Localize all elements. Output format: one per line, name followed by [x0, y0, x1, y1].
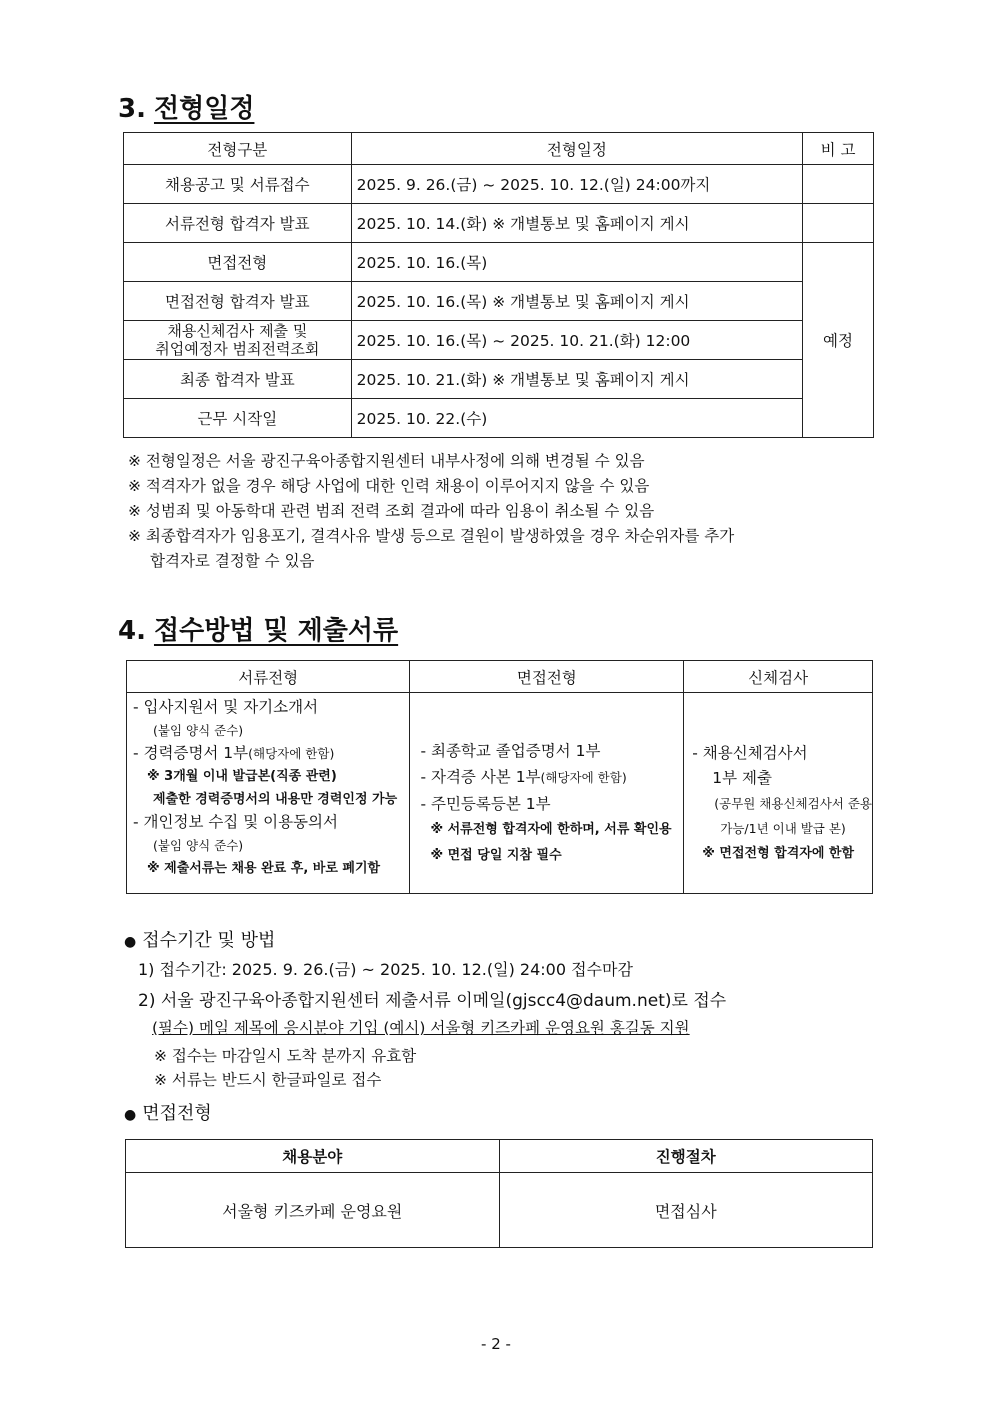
note-line: ※ 적격자가 없을 경우 해당 사업에 대한 인력 채용이 이루어지지 않을 수 있음	[128, 477, 650, 495]
note-line: ※ 최종합격자가 임용포기, 결격사유 발생 등으로 결원이 발생하였을 경우 차순위자를 추가	[128, 527, 735, 545]
doc-item-text: - 경력증명서 1부	[133, 744, 249, 762]
row-category: 근무 시작일	[124, 399, 352, 438]
interview-heading-text: 면접전형	[142, 1103, 212, 1124]
section-number: 3.	[118, 94, 146, 124]
table-header-row	[126, 1140, 873, 1173]
row-date: 2025. 9. 26.(금) ~ 2025. 10. 12.(일) 24:00까지	[351, 165, 802, 204]
row-remark-empty	[803, 204, 874, 243]
row-category: 서류전형 합격자 발표	[124, 204, 352, 243]
receipt-required-note: (필수) 메일 제목에 응시분야 기입 (예시) 서울형 키즈카페 운영요원 홍길동 지원	[152, 1019, 690, 1037]
table-row	[124, 360, 874, 399]
page-number: - 2 -	[481, 1335, 511, 1353]
doc-item: - 개인정보 수집 및 이용동의서	[133, 813, 338, 831]
health-check-cell	[684, 693, 873, 894]
field-cell: 서울형 키즈카페 운영요원	[126, 1173, 500, 1248]
section-number: 4.	[118, 616, 146, 646]
documents-table	[126, 660, 873, 894]
section-3-heading	[118, 88, 254, 125]
header-health-check: 신체검사	[684, 661, 873, 693]
table-row	[124, 321, 874, 360]
doc-item-note: (붙임 양식 준수)	[153, 838, 244, 853]
table-row	[127, 693, 873, 894]
row-date: 2025. 10. 16.(목) ※ 개별통보 및 홈페이지 게시	[351, 282, 802, 321]
doc-item-note: 가능/1년 이내 발급 본)	[720, 820, 846, 836]
doc-item-note: ※ 서류전형 합격자에 한하며, 서류 확인용	[430, 821, 672, 837]
doc-item-note: ※ 면접 당일 지참 필수	[430, 847, 562, 863]
table-row	[126, 1173, 873, 1248]
row-category: 면접전형 합격자 발표	[124, 282, 352, 321]
bullet-icon: ●	[124, 934, 137, 950]
row-date: 2025. 10. 22.(수)	[351, 399, 802, 438]
doc-item-note: ※ 3개월 이내 발급본(직종 관련)	[147, 769, 337, 784]
doc-item-note: ※ 제출서류는 채용 완료 후, 바로 폐기함	[147, 861, 381, 876]
schedule-table	[123, 132, 874, 438]
row-category: 면접전형	[124, 243, 352, 282]
table-row	[124, 399, 874, 438]
row-date: 2025. 10. 16.(목)	[351, 243, 802, 282]
doc-item: - 주민등록등본 1부	[420, 794, 551, 813]
row-category-line: 취업예정자 범죄전력조회	[155, 340, 320, 358]
doc-item-text: - 자격증 사본 1부	[420, 767, 541, 786]
interview-docs-cell	[410, 693, 684, 894]
row-category-line: 채용신체검사 제출 및	[167, 322, 308, 340]
schedule-notes	[128, 449, 734, 574]
row-category	[124, 321, 352, 360]
header-doc-screening: 서류전형	[127, 661, 410, 693]
table-row	[124, 243, 874, 282]
table-header-row	[124, 133, 874, 165]
doc-item	[133, 742, 409, 765]
note-line: 합격자로 결정할 수 있음	[150, 552, 315, 570]
section-title: 접수방법 및 제출서류	[153, 616, 399, 646]
header-process: 진행절차	[499, 1140, 873, 1173]
row-category: 채용공고 및 서류접수	[124, 165, 352, 204]
receipt-note: ※ 서류는 반드시 한글파일로 접수	[154, 1071, 382, 1089]
row-remark-empty	[803, 165, 874, 204]
receipt-heading-text: 접수기간 및 방법	[142, 930, 276, 951]
interview-heading	[124, 1099, 212, 1125]
doc-item-note: 제출한 경력증명서의 내용만 경력인정 가능	[153, 792, 398, 807]
doc-item: - 최종학교 졸업증명서 1부	[420, 741, 601, 760]
note-line: ※ 전형일정은 서울 광진구육아종합지원센터 내부사정에 의해 변경될 수 있음	[128, 452, 645, 470]
row-date: 2025. 10. 14.(화) ※ 개별통보 및 홈페이지 게시	[351, 204, 802, 243]
remark-planned: 예정	[803, 243, 874, 438]
row-date: 2025. 10. 21.(화) ※ 개별통보 및 홈페이지 게시	[351, 360, 802, 399]
bullet-icon: ●	[124, 1107, 137, 1123]
row-category: 최종 합격자 발표	[124, 360, 352, 399]
table-row	[124, 282, 874, 321]
process-cell: 면접심사	[499, 1173, 873, 1248]
interview-table	[125, 1139, 873, 1248]
doc-item-note: (해당자에 한함)	[540, 769, 627, 785]
header-remark: 비 고	[803, 133, 874, 165]
table-row	[124, 204, 874, 243]
doc-item-note: ※ 면접전형 합격자에 한함	[702, 845, 855, 861]
doc-item-note: (붙임 양식 준수)	[153, 723, 244, 738]
doc-item: - 채용신체검사서	[692, 743, 808, 762]
header-field: 채용분야	[126, 1140, 500, 1173]
table-header-row	[127, 661, 873, 693]
doc-screening-cell	[127, 693, 410, 894]
doc-item: 1부 제출	[712, 768, 772, 787]
note-line: ※ 성범죄 및 아동학대 관련 범죄 전력 조회 결과에 따라 임용이 취소될 수 있음	[128, 502, 655, 520]
table-row	[124, 165, 874, 204]
receipt-item: 1) 접수기간: 2025. 9. 26.(금) ~ 2025. 10. 12.(일) 24:00 접수마감	[138, 960, 633, 979]
doc-item-note: (공무원 채용신체검사서 준용	[714, 795, 872, 811]
receipt-item: 2) 서울 광진구육아종합지원센터 제출서류 이메일(gjscc4@daum.net)로 접수	[138, 991, 727, 1011]
receipt-heading	[124, 926, 275, 952]
receipt-note: ※ 접수는 마감일시 도착 분까지 유효함	[154, 1047, 417, 1065]
row-date: 2025. 10. 16.(목) ~ 2025. 10. 21.(화) 12:00	[351, 321, 802, 360]
header-category: 전형구분	[124, 133, 352, 165]
section-4-heading	[118, 610, 398, 647]
header-interview: 면접전형	[410, 661, 684, 693]
header-date: 전형일정	[351, 133, 802, 165]
doc-item-note: (해당자에 한함)	[248, 746, 335, 761]
doc-item: - 입사지원서 및 자기소개서	[133, 698, 319, 716]
section-title: 전형일정	[153, 94, 255, 124]
